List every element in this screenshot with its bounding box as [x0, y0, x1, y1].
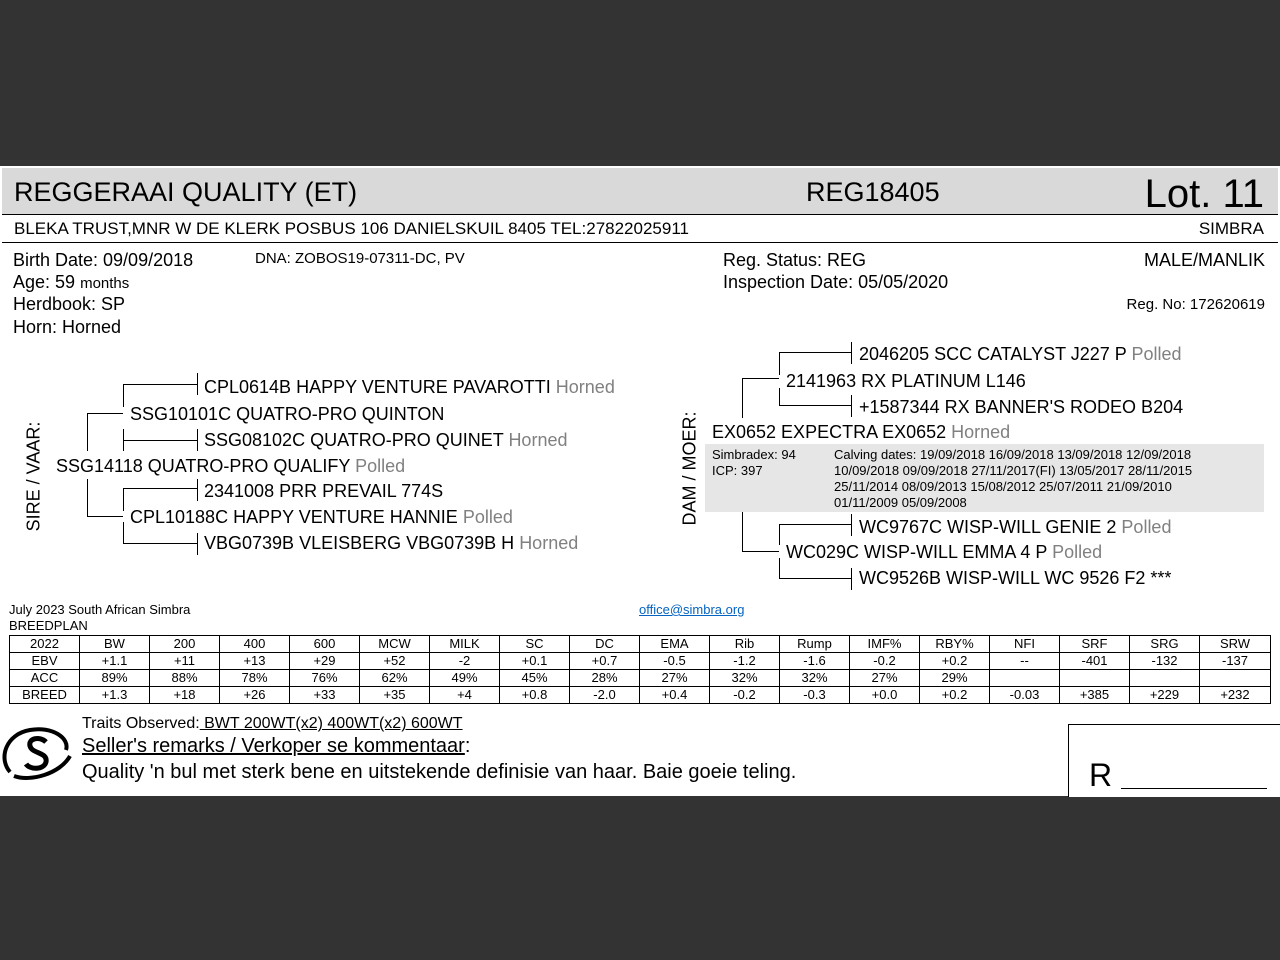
ebv-row	[10, 653, 1271, 670]
ebv-cell: Rib	[710, 636, 780, 653]
ebv-cell: 45%	[500, 670, 570, 687]
remarks-colon: :	[464, 735, 471, 757]
ebv-cell: +232	[1200, 687, 1271, 704]
reg-code: REG18405	[806, 177, 940, 207]
ebv-cell: EBV	[10, 653, 80, 670]
ebv-cell: +0.0	[850, 687, 920, 704]
email-link[interactable]: office@simbra.org	[639, 602, 745, 617]
ebv-cell: 78%	[220, 670, 290, 687]
ebv-cell: +4	[430, 687, 500, 704]
herdbook: Herdbook: SP	[13, 294, 126, 314]
ebv-cell: -0.2	[850, 653, 920, 670]
ebv-cell	[1060, 670, 1130, 687]
ebv-cell: MCW	[360, 636, 430, 653]
price-box	[1068, 724, 1280, 797]
ebv-cell: -0.5	[640, 653, 710, 670]
ebv-cell: +52	[360, 653, 430, 670]
dam-performance-box	[705, 444, 1264, 512]
ebv-cell: SRG	[1130, 636, 1200, 653]
calving-line-3: 25/11/2014 08/09/2013 15/08/2012 25/07/2011 21/09/2010	[834, 479, 1172, 494]
horn-status: Horn: Horned	[13, 317, 122, 337]
ebv-cell: -1.6	[780, 653, 850, 670]
ebv-cell: +18	[150, 687, 220, 704]
price-line	[1121, 788, 1267, 789]
ebv-cell: +1.3	[80, 687, 150, 704]
ebv-cell: +0.2	[920, 687, 990, 704]
ebv-cell: -2	[430, 653, 500, 670]
ebv-cell: -0.03	[990, 687, 1060, 704]
ebv-cell: +0.2	[920, 653, 990, 670]
ebv-cell: 29%	[920, 670, 990, 687]
ebv-cell: +0.1	[500, 653, 570, 670]
sire-dam-dam	[204, 533, 578, 554]
simbradex: Simbradex: 94	[712, 447, 796, 462]
ebv-cell: 76%	[290, 670, 360, 687]
sire-name-status: Polled	[355, 456, 406, 476]
ebv-cell: +11	[150, 653, 220, 670]
ebv-cell: DC	[570, 636, 640, 653]
dam-dam-sire-status: Polled	[1121, 517, 1172, 537]
lot-number: Lot. 11	[1144, 172, 1264, 216]
sire-sire-sire	[204, 377, 615, 398]
sire-dam-dam-name: VBG0739B VLEISBERG VBG0739B H	[204, 533, 515, 553]
ebv-source: July 2023 South African Simbra	[9, 602, 191, 617]
sire-name	[56, 456, 405, 477]
ebv-row	[10, 687, 1271, 704]
ebv-cell: 89%	[80, 670, 150, 687]
ebv-cell: +33	[290, 687, 360, 704]
ebv-cell: 27%	[640, 670, 710, 687]
ebv-row	[10, 670, 1271, 687]
dam-dam-dam: WC9526B WISP-WILL WC 9526 F2 ***	[859, 568, 1172, 588]
sire-dam-status: Polled	[462, 507, 513, 527]
inspection-date: Inspection Date: 05/05/2020	[723, 272, 949, 292]
sire-side-label: SIRE / VAAR:	[23, 421, 44, 532]
sire-sire-sire-status: Horned	[555, 377, 615, 397]
calving-line-4: 01/11/2009 05/09/2008	[834, 495, 967, 510]
breedplan-label: BREEDPLAN	[9, 618, 88, 633]
sire-dam-name: CPL10188C HAPPY VENTURE HANNIE	[130, 507, 458, 527]
owner-bar	[2, 215, 1278, 243]
ebv-cell: RBY%	[920, 636, 990, 653]
ebv-cell: +13	[220, 653, 290, 670]
ebv-cell: MILK	[430, 636, 500, 653]
owner-info: BLEKA TRUST,MNR W DE KLERK POSBUS 106 DANIELSKUIL 8405 TEL:27822025911	[14, 219, 689, 238]
ebv-cell: 32%	[710, 670, 780, 687]
sire-dam	[130, 507, 513, 528]
sire-dam-sire: 2341008 PRR PREVAIL 774S	[204, 481, 444, 501]
dam-sire-sire	[859, 344, 1182, 365]
ebv-cell: 2022	[10, 636, 80, 653]
reg-number: Reg. No: 172620619	[1126, 296, 1265, 313]
ebv-cell: +1.1	[80, 653, 150, 670]
ebv-cell: SRW	[1200, 636, 1271, 653]
dam-name-status: Horned	[951, 422, 1011, 442]
ebv-cell: 62%	[360, 670, 430, 687]
ebv-cell: EMA	[640, 636, 710, 653]
ebv-cell: 27%	[850, 670, 920, 687]
ebv-cell: +26	[220, 687, 290, 704]
breed-label: SIMBRA	[1198, 219, 1264, 238]
ebv-cell: +29	[290, 653, 360, 670]
lot-card	[0, 166, 1280, 796]
sire-sire-sire-name: CPL0614B HAPPY VENTURE PAVAROTTI	[204, 377, 551, 397]
sire-name-text: SSG14118 QUATRO-PRO QUALIFY	[56, 456, 351, 476]
dam-name-text: EX0652 EXPECTRA EX0652	[712, 422, 947, 442]
birth-date: Birth Date: 09/09/2018	[13, 250, 194, 270]
ebv-cell: 28%	[570, 670, 640, 687]
ebv-cell: -0.3	[780, 687, 850, 704]
ebv-table	[9, 635, 1271, 704]
ebv-cell: Rump	[780, 636, 850, 653]
ebv-cell: NFI	[990, 636, 1060, 653]
sire-sire-dam	[204, 430, 567, 451]
dam-dam-name: WC029C WISP-WILL EMMA 4 P	[786, 542, 1048, 562]
ebv-cell: +35	[360, 687, 430, 704]
ebv-cell: +0.7	[570, 653, 640, 670]
ebv-cell	[1200, 670, 1271, 687]
title-bar	[2, 168, 1278, 215]
ebv-cell: -401	[1060, 653, 1130, 670]
sex-label: MALE/MANLIK	[1143, 250, 1265, 270]
sire-sire-dam-name: SSG08102C QUATRO-PRO QUINET	[204, 430, 504, 450]
dam-sire-sire-status: Polled	[1131, 344, 1182, 364]
ebv-cell: --	[990, 653, 1060, 670]
ebv-cell	[990, 670, 1060, 687]
ebv-cell: +0.4	[640, 687, 710, 704]
ebv-cell: ACC	[10, 670, 80, 687]
sire-sire-dam-status: Horned	[508, 430, 568, 450]
traits-label: Traits Observed:	[82, 715, 200, 732]
ebv-cell: IMF%	[850, 636, 920, 653]
ebv-cell: 200	[150, 636, 220, 653]
traits-value: BWT 200WT(x2) 400WT(x2) 600WT	[199, 715, 463, 732]
age	[13, 272, 129, 293]
ebv-cell: -132	[1130, 653, 1200, 670]
ebv-cell: -137	[1200, 653, 1271, 670]
ebv-cell: 600	[290, 636, 360, 653]
calving-line-2: 10/09/2018 09/09/2018 27/11/2017(FI) 13/05/2017 28/11/2015	[834, 463, 1193, 478]
r-label: R	[1089, 757, 1113, 793]
dam-dam-sire	[859, 517, 1171, 538]
ebv-cell: BW	[80, 636, 150, 653]
dam-name	[712, 422, 1010, 443]
ebv-header-row	[10, 636, 1271, 653]
ebv-cell: +385	[1060, 687, 1130, 704]
sire-sire: SSG10101C QUATRO-PRO QUINTON	[130, 404, 445, 424]
ebv-cell: BREED	[10, 687, 80, 704]
sire-dam-dam-status: Horned	[519, 533, 579, 553]
dna-info: DNA: ZOBOS19-07311-DC, PV	[255, 250, 465, 267]
simbra-logo-icon	[0, 724, 80, 784]
dam-dam-status: Polled	[1052, 542, 1103, 562]
animal-name: REGGERAAI QUALITY (ET)	[14, 177, 358, 207]
ebv-cell: SC	[500, 636, 570, 653]
traits-observed	[82, 715, 463, 733]
dam-sire-sire-name: 2046205 SCC CATALYST J227 P	[859, 344, 1127, 364]
ebv-cell: -0.2	[710, 687, 780, 704]
ebv-cell: -1.2	[710, 653, 780, 670]
dam-sire: 2141963 RX PLATINUM L146	[786, 371, 1026, 391]
ebv-cell: 400	[220, 636, 290, 653]
simbra-logo	[0, 724, 80, 789]
dam-dam-sire-name: WC9767C WISP-WILL GENIE 2	[859, 517, 1117, 537]
age-unit: months	[80, 275, 130, 292]
ebv-cell: -2.0	[570, 687, 640, 704]
ebv-cell: 32%	[780, 670, 850, 687]
ebv-cell: 49%	[430, 670, 500, 687]
calving-line-1: Calving dates: 19/09/2018 16/09/2018 13/09/2018 12/09/2018	[834, 447, 1192, 462]
dam-side-label: DAM / MOER:	[679, 411, 700, 526]
ebv-cell	[1130, 670, 1200, 687]
remarks-text: Quality 'n bul met sterk bene en uitstekende definisie van haar. Baie goeie teling.	[82, 761, 797, 783]
reg-status: Reg. Status: REG	[723, 250, 867, 270]
ebv-cell: +0.8	[500, 687, 570, 704]
ebv-cell: SRF	[1060, 636, 1130, 653]
ebv-cell: +229	[1130, 687, 1200, 704]
ebv-cell: 88%	[150, 670, 220, 687]
age-value: Age: 59	[13, 272, 76, 292]
dam-dam	[786, 542, 1102, 563]
remarks-heading	[82, 735, 470, 758]
dam-sire-dam: +1587344 RX BANNER'S RODEO B204	[859, 397, 1184, 417]
remarks-label: Seller's remarks / Verkoper se kommentaar	[82, 735, 465, 757]
icp: ICP: 397	[712, 463, 763, 478]
